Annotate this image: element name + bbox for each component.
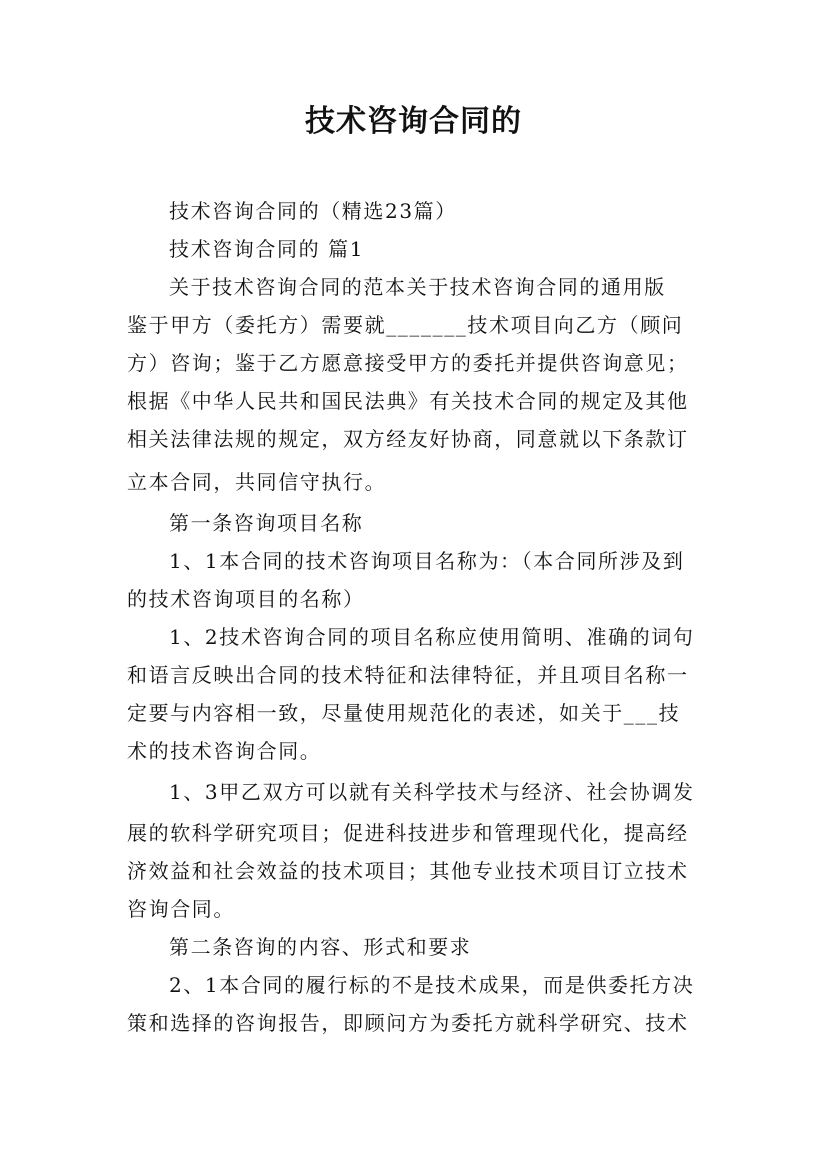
text-line: 1、1本合同的技术咨询项目名称为：（本合同所涉及到: [169, 549, 685, 573]
text-line: 术的技术咨询合同。: [127, 739, 322, 763]
text-line: 定要与内容相一致，尽量使用规范化的表述，如关于___技: [127, 701, 681, 725]
text-line: 技术咨询合同的（精选23篇）: [169, 199, 457, 223]
section-heading: 第二条咨询的内容、形式和要求: [169, 935, 472, 959]
section-heading: 第一条咨询项目名称: [169, 511, 364, 535]
text-line: 展的软科学研究项目；促进科技进步和管理现代化，提高经: [127, 821, 689, 845]
text-line: 的技术咨询项目的名称）: [127, 587, 365, 611]
text-line: 技术咨询合同的 篇1: [169, 237, 365, 261]
text-line: 根据《中华人民共和国民法典》有关技术合同的规定及其他: [127, 389, 689, 413]
text-line: 和语言反映出合同的技术特征和法律特征，并且项目名称一: [127, 663, 689, 687]
text-line: 1、3甲乙双方可以就有关科学技术与经济、社会协调发: [169, 780, 695, 804]
text-line: 2、1本合同的履行标的不是技术成果，而是供委托方决: [169, 973, 695, 997]
text-line: 相关法律法规的规定，双方经友好协商，同意就以下条款订: [127, 427, 689, 451]
text-line: 策和选择的咨询报告，即顾问方为委托方就科学研究、技术: [127, 1011, 689, 1035]
text-line: 济效益和社会效益的技术项目；其他专业技术项目订立技术: [127, 859, 689, 883]
text-line: 鉴于甲方（委托方）需要就_______技术项目向乙方（顾问: [127, 313, 684, 337]
text-line: 咨询合同。: [127, 897, 235, 921]
document-title: 技术咨询合同的: [305, 104, 522, 139]
text-line: 1、2技术咨询合同的项目名称应使用简明、准确的词句: [169, 625, 695, 649]
text-line: 关于技术咨询合同的范本关于技术咨询合同的通用版: [169, 275, 666, 299]
text-line: 立本合同，共同信守执行。: [127, 470, 387, 494]
text-line: 方）咨询；鉴于乙方愿意接受甲方的委托并提供咨询意见；: [127, 351, 689, 375]
